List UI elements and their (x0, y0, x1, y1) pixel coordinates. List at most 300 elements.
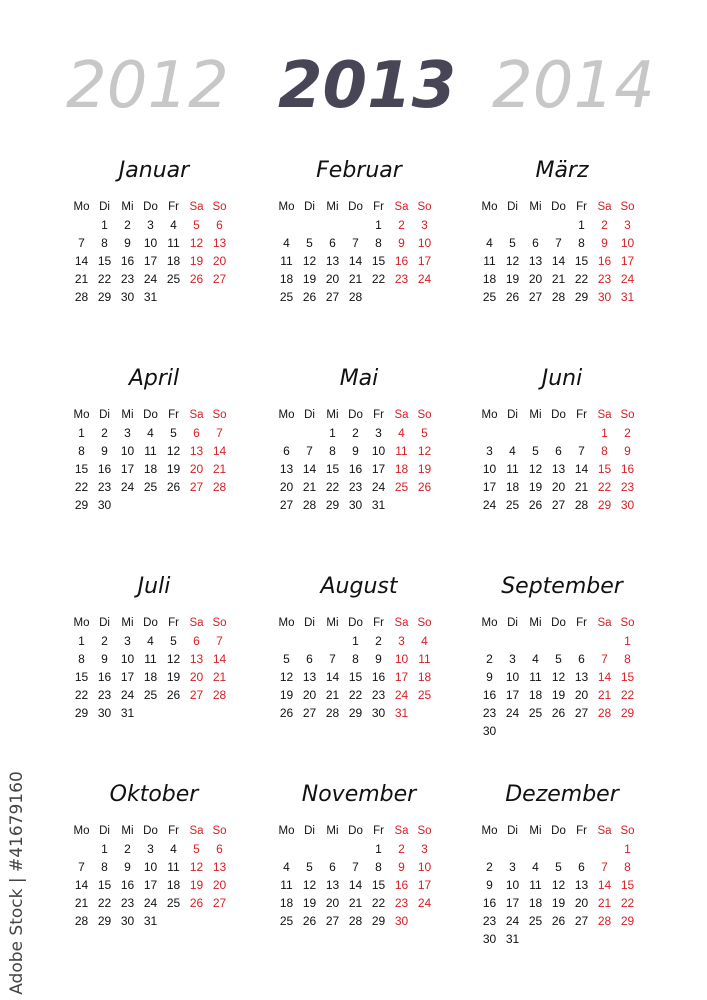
day-cell: 11 (144, 652, 157, 666)
day-cell: 18 (166, 878, 181, 892)
weekday-header: Sa (597, 409, 612, 421)
next-year: 2014 (492, 49, 655, 123)
day-cell: 21 (348, 896, 363, 910)
day-cell: 27 (189, 688, 204, 702)
day-cell: 19 (302, 272, 317, 286)
weekday-header: Mo (481, 201, 498, 213)
day-cell: 17 (394, 670, 409, 684)
day-cell: 9 (375, 652, 382, 666)
day-cell: 20 (325, 896, 340, 910)
day-cell: 21 (74, 272, 89, 286)
month-name: November (301, 782, 417, 807)
day-cell: 28 (551, 290, 566, 304)
day-cell: 7 (78, 236, 85, 250)
day-cell: 1 (624, 634, 631, 648)
day-cell: 24 (143, 272, 158, 286)
weekday-header: Do (143, 409, 158, 421)
month-7 (70, 574, 238, 774)
day-cell: 21 (597, 896, 612, 910)
month-11 (275, 782, 443, 982)
day-cell: 8 (78, 652, 85, 666)
day-cell: 6 (555, 444, 562, 458)
day-cell: 15 (620, 670, 635, 684)
day-cell: 10 (505, 670, 520, 684)
day-cell: 28 (302, 498, 317, 512)
day-cell: 11 (483, 254, 496, 268)
day-cell: 15 (597, 462, 612, 476)
weekday-header: Do (348, 201, 363, 213)
day-cell: 5 (170, 634, 177, 648)
day-cell: 29 (574, 290, 589, 304)
day-cell: 3 (486, 444, 493, 458)
day-cell: 27 (325, 914, 340, 928)
day-cell: 10 (394, 652, 409, 666)
day-cell: 17 (417, 254, 432, 268)
day-cell: 1 (101, 842, 108, 856)
day-cell: 29 (348, 706, 363, 720)
weekday-header: Do (348, 825, 363, 837)
day-cell: 3 (124, 634, 131, 648)
day-cell: 23 (394, 896, 409, 910)
day-cell: 11 (144, 444, 157, 458)
day-cell: 23 (348, 480, 363, 494)
day-cell: 27 (189, 480, 204, 494)
weekday-header: Do (348, 617, 363, 629)
weekday-header: Fr (168, 409, 179, 421)
day-cell: 8 (601, 444, 608, 458)
weekday-header: Mo (73, 201, 90, 213)
day-cell: 7 (78, 860, 85, 874)
day-cell: 3 (147, 218, 154, 232)
day-cell: 22 (97, 896, 112, 910)
day-cell: 14 (348, 254, 363, 268)
day-cell: 27 (528, 290, 543, 304)
day-cell: 7 (216, 634, 223, 648)
weekday-header: Do (551, 201, 566, 213)
day-cell: 26 (528, 498, 543, 512)
day-cell: 3 (375, 426, 382, 440)
day-cell: 24 (505, 706, 520, 720)
stock-watermark (4, 770, 30, 996)
day-cell: 12 (189, 236, 204, 250)
day-cell: 15 (325, 462, 340, 476)
day-cell: 19 (551, 896, 566, 910)
day-cell: 2 (601, 218, 608, 232)
day-cell: 17 (143, 878, 158, 892)
day-cell: 31 (143, 290, 158, 304)
day-cell: 26 (166, 688, 181, 702)
day-cell: 6 (532, 236, 539, 250)
day-cell: 29 (74, 706, 89, 720)
weekday-header: Sa (394, 201, 409, 213)
day-cell: 16 (482, 896, 497, 910)
day-cell: 28 (212, 480, 227, 494)
day-cell: 1 (352, 634, 359, 648)
day-cell: 20 (302, 688, 317, 702)
day-cell: 12 (551, 670, 566, 684)
day-cell: 22 (74, 480, 89, 494)
weekday-header: Mi (529, 825, 542, 837)
day-cell: 6 (578, 860, 585, 874)
month-name: Februar (316, 158, 402, 183)
day-cell: 10 (120, 444, 135, 458)
day-cell: 20 (325, 272, 340, 286)
day-cell: 31 (620, 290, 635, 304)
day-cell: 14 (348, 878, 363, 892)
day-cell: 30 (620, 498, 635, 512)
day-cell: 26 (189, 272, 204, 286)
weekday-header: Do (551, 617, 566, 629)
day-cell: 14 (597, 878, 612, 892)
day-cell: 12 (166, 652, 181, 666)
weekday-header: Di (507, 409, 518, 421)
day-cell: 7 (216, 426, 223, 440)
day-cell: 20 (189, 670, 204, 684)
day-cell: 29 (597, 498, 612, 512)
day-cell: 19 (551, 688, 566, 702)
day-cell: 2 (124, 842, 131, 856)
day-cell: 6 (329, 236, 336, 250)
weekday-header: Mo (481, 825, 498, 837)
day-cell: 4 (486, 236, 493, 250)
day-cell: 25 (505, 498, 520, 512)
day-cell: 19 (302, 896, 317, 910)
day-cell: 26 (551, 706, 566, 720)
day-cell: 26 (166, 480, 181, 494)
day-cell: 28 (74, 290, 89, 304)
day-cell: 11 (506, 462, 519, 476)
day-cell: 5 (306, 236, 313, 250)
day-cell: 21 (597, 688, 612, 702)
day-cell: 11 (280, 254, 293, 268)
weekday-header: Mo (278, 825, 295, 837)
day-cell: 31 (120, 706, 135, 720)
day-cell: 19 (417, 462, 432, 476)
day-cell: 17 (505, 896, 520, 910)
day-cell: 28 (212, 688, 227, 702)
day-cell: 19 (189, 254, 204, 268)
day-cell: 1 (78, 426, 85, 440)
day-cell: 19 (189, 878, 204, 892)
weekday-header: Mi (529, 409, 542, 421)
day-cell: 13 (189, 652, 204, 666)
weekday-header: Fr (373, 201, 384, 213)
day-cell: 3 (147, 842, 154, 856)
day-cell: 7 (601, 860, 608, 874)
day-cell: 16 (97, 670, 112, 684)
day-cell: 10 (620, 236, 635, 250)
month-name: Oktober (109, 782, 199, 807)
day-cell: 1 (578, 218, 585, 232)
day-cell: 18 (166, 254, 181, 268)
day-cell: 4 (398, 426, 405, 440)
day-cell: 2 (101, 634, 108, 648)
weekday-header: Do (551, 825, 566, 837)
day-cell: 7 (601, 652, 608, 666)
day-cell: 23 (120, 896, 135, 910)
day-cell: 20 (212, 878, 227, 892)
day-cell: 23 (482, 706, 497, 720)
day-cell: 5 (306, 860, 313, 874)
weekday-header: Do (551, 409, 566, 421)
day-cell: 11 (529, 670, 542, 684)
day-cell: 14 (74, 254, 89, 268)
weekday-header: Mo (73, 617, 90, 629)
day-cell: 26 (302, 914, 317, 928)
day-cell: 25 (279, 290, 294, 304)
day-cell: 24 (620, 272, 635, 286)
day-cell: 29 (74, 498, 89, 512)
day-cell: 25 (143, 688, 158, 702)
day-cell: 18 (505, 480, 520, 494)
day-cell: 24 (394, 688, 409, 702)
day-cell: 14 (74, 878, 89, 892)
month-name: Mai (339, 366, 379, 391)
weekday-header: Sa (394, 409, 409, 421)
day-cell: 25 (528, 914, 543, 928)
day-cell: 22 (620, 896, 635, 910)
day-cell: 20 (551, 480, 566, 494)
day-cell: 10 (371, 444, 386, 458)
weekday-header: Sa (189, 825, 204, 837)
weekday-header: So (212, 201, 227, 213)
day-cell: 11 (280, 878, 293, 892)
day-cell: 19 (166, 670, 181, 684)
day-cell: 11 (167, 860, 180, 874)
weekday-header: Fr (168, 825, 179, 837)
weekday-header: Fr (373, 825, 384, 837)
day-cell: 15 (97, 878, 112, 892)
day-cell: 16 (394, 878, 409, 892)
day-cell: 16 (394, 254, 409, 268)
day-cell: 13 (325, 878, 340, 892)
day-cell: 15 (574, 254, 589, 268)
day-cell: 21 (551, 272, 566, 286)
day-cell: 4 (147, 426, 154, 440)
day-cell: 7 (329, 652, 336, 666)
day-cell: 23 (620, 480, 635, 494)
month-6 (478, 366, 646, 566)
day-cell: 25 (528, 706, 543, 720)
day-cell: 18 (143, 462, 158, 476)
day-cell: 14 (551, 254, 566, 268)
day-cell: 13 (528, 254, 543, 268)
weekday-header: Mo (73, 825, 90, 837)
watermark-text: Adobe Stock | #41679160 (7, 771, 27, 995)
day-cell: 22 (348, 688, 363, 702)
day-cell: 18 (394, 462, 409, 476)
day-cell: 22 (620, 688, 635, 702)
day-cell: 4 (170, 842, 177, 856)
day-cell: 8 (375, 236, 382, 250)
day-cell: 4 (147, 634, 154, 648)
day-cell: 28 (325, 706, 340, 720)
day-cell: 13 (212, 236, 227, 250)
day-cell: 14 (574, 462, 589, 476)
day-cell: 21 (74, 896, 89, 910)
weekday-header: So (620, 201, 635, 213)
day-cell: 5 (532, 444, 539, 458)
weekday-header: Mo (73, 409, 90, 421)
day-cell: 12 (189, 860, 204, 874)
weekday-header: Fr (168, 617, 179, 629)
day-cell: 13 (189, 444, 204, 458)
day-cell: 5 (193, 218, 200, 232)
day-cell: 5 (283, 652, 290, 666)
day-cell: 2 (398, 218, 405, 232)
day-cell: 7 (352, 860, 359, 874)
day-cell: 17 (417, 878, 432, 892)
day-cell: 13 (302, 670, 317, 684)
day-cell: 3 (124, 426, 131, 440)
weekday-header: Mi (529, 617, 542, 629)
weekday-header: Fr (576, 825, 587, 837)
day-cell: 3 (421, 842, 428, 856)
day-cell: 30 (97, 498, 112, 512)
day-cell: 23 (97, 480, 112, 494)
day-cell: 10 (417, 236, 432, 250)
month-name: März (535, 158, 589, 183)
day-cell: 1 (375, 218, 382, 232)
day-cell: 30 (482, 724, 497, 738)
day-cell: 2 (124, 218, 131, 232)
day-cell: 30 (120, 290, 135, 304)
day-cell: 11 (167, 236, 180, 250)
day-cell: 24 (120, 480, 135, 494)
weekday-header: Sa (394, 825, 409, 837)
day-cell: 22 (325, 480, 340, 494)
month-name: April (128, 366, 180, 391)
day-cell: 27 (551, 498, 566, 512)
day-cell: 2 (486, 652, 493, 666)
day-cell: 25 (166, 272, 181, 286)
day-cell: 8 (101, 860, 108, 874)
weekday-header: Sa (597, 825, 612, 837)
day-cell: 9 (101, 444, 108, 458)
weekday-header: Do (348, 409, 363, 421)
weekday-header: Mi (121, 201, 134, 213)
day-cell: 30 (482, 932, 497, 946)
day-cell: 29 (620, 706, 635, 720)
day-cell: 12 (528, 462, 543, 476)
day-cell: 7 (352, 236, 359, 250)
day-cell: 8 (375, 860, 382, 874)
weekday-header: So (212, 617, 227, 629)
day-cell: 23 (120, 272, 135, 286)
weekday-header: So (212, 409, 227, 421)
day-cell: 20 (574, 688, 589, 702)
day-cell: 15 (371, 254, 386, 268)
weekday-header: Mo (278, 617, 295, 629)
weekday-header: So (417, 617, 432, 629)
day-cell: 14 (597, 670, 612, 684)
day-cell: 24 (143, 896, 158, 910)
day-cell: 1 (329, 426, 336, 440)
day-cell: 2 (101, 426, 108, 440)
day-cell: 25 (166, 896, 181, 910)
weekday-header: Fr (373, 409, 384, 421)
day-cell: 1 (601, 426, 608, 440)
weekday-header: Di (507, 617, 518, 629)
month-8 (275, 574, 443, 774)
day-cell: 26 (551, 914, 566, 928)
day-cell: 4 (532, 860, 539, 874)
weekday-header: Mi (326, 409, 339, 421)
day-cell: 4 (170, 218, 177, 232)
day-cell: 20 (574, 896, 589, 910)
day-cell: 8 (624, 652, 631, 666)
day-cell: 25 (482, 290, 497, 304)
day-cell: 1 (624, 842, 631, 856)
day-cell: 29 (620, 914, 635, 928)
weekday-header: Sa (189, 617, 204, 629)
day-cell: 27 (325, 290, 340, 304)
day-cell: 12 (302, 254, 317, 268)
day-cell: 4 (532, 652, 539, 666)
day-cell: 15 (371, 878, 386, 892)
day-cell: 24 (417, 896, 432, 910)
month-3 (478, 158, 646, 358)
day-cell: 24 (505, 914, 520, 928)
day-cell: 12 (302, 878, 317, 892)
day-cell: 2 (624, 426, 631, 440)
weekday-header: So (212, 825, 227, 837)
day-cell: 2 (398, 842, 405, 856)
month-1 (70, 158, 238, 358)
weekday-header: Fr (576, 617, 587, 629)
day-cell: 3 (398, 634, 405, 648)
day-cell: 25 (394, 480, 409, 494)
month-2 (275, 158, 443, 358)
day-cell: 13 (574, 670, 589, 684)
day-cell: 19 (166, 462, 181, 476)
day-cell: 21 (325, 688, 340, 702)
day-cell: 24 (417, 272, 432, 286)
day-cell: 4 (509, 444, 516, 458)
day-cell: 12 (166, 444, 181, 458)
weekday-header: Do (143, 201, 158, 213)
day-cell: 17 (505, 688, 520, 702)
day-cell: 14 (212, 652, 227, 666)
weekday-header: Mo (481, 409, 498, 421)
day-cell: 14 (325, 670, 340, 684)
day-cell: 10 (482, 462, 497, 476)
day-cell: 13 (551, 462, 566, 476)
day-cell: 13 (279, 462, 294, 476)
day-cell: 9 (486, 670, 493, 684)
month-4 (70, 366, 238, 566)
day-cell: 22 (371, 272, 386, 286)
day-cell: 30 (97, 706, 112, 720)
weekday-header: Di (99, 617, 110, 629)
day-cell: 7 (306, 444, 313, 458)
day-cell: 31 (143, 914, 158, 928)
day-cell: 15 (74, 462, 89, 476)
day-cell: 4 (283, 860, 290, 874)
day-cell: 13 (325, 254, 340, 268)
day-cell: 26 (279, 706, 294, 720)
day-cell: 1 (375, 842, 382, 856)
day-cell: 11 (395, 444, 408, 458)
day-cell: 12 (505, 254, 520, 268)
weekday-header: Di (99, 825, 110, 837)
day-cell: 29 (371, 914, 386, 928)
day-cell: 10 (143, 860, 158, 874)
weekday-header: Mi (121, 825, 134, 837)
day-cell: 29 (97, 290, 112, 304)
day-cell: 18 (528, 896, 543, 910)
day-cell: 30 (597, 290, 612, 304)
